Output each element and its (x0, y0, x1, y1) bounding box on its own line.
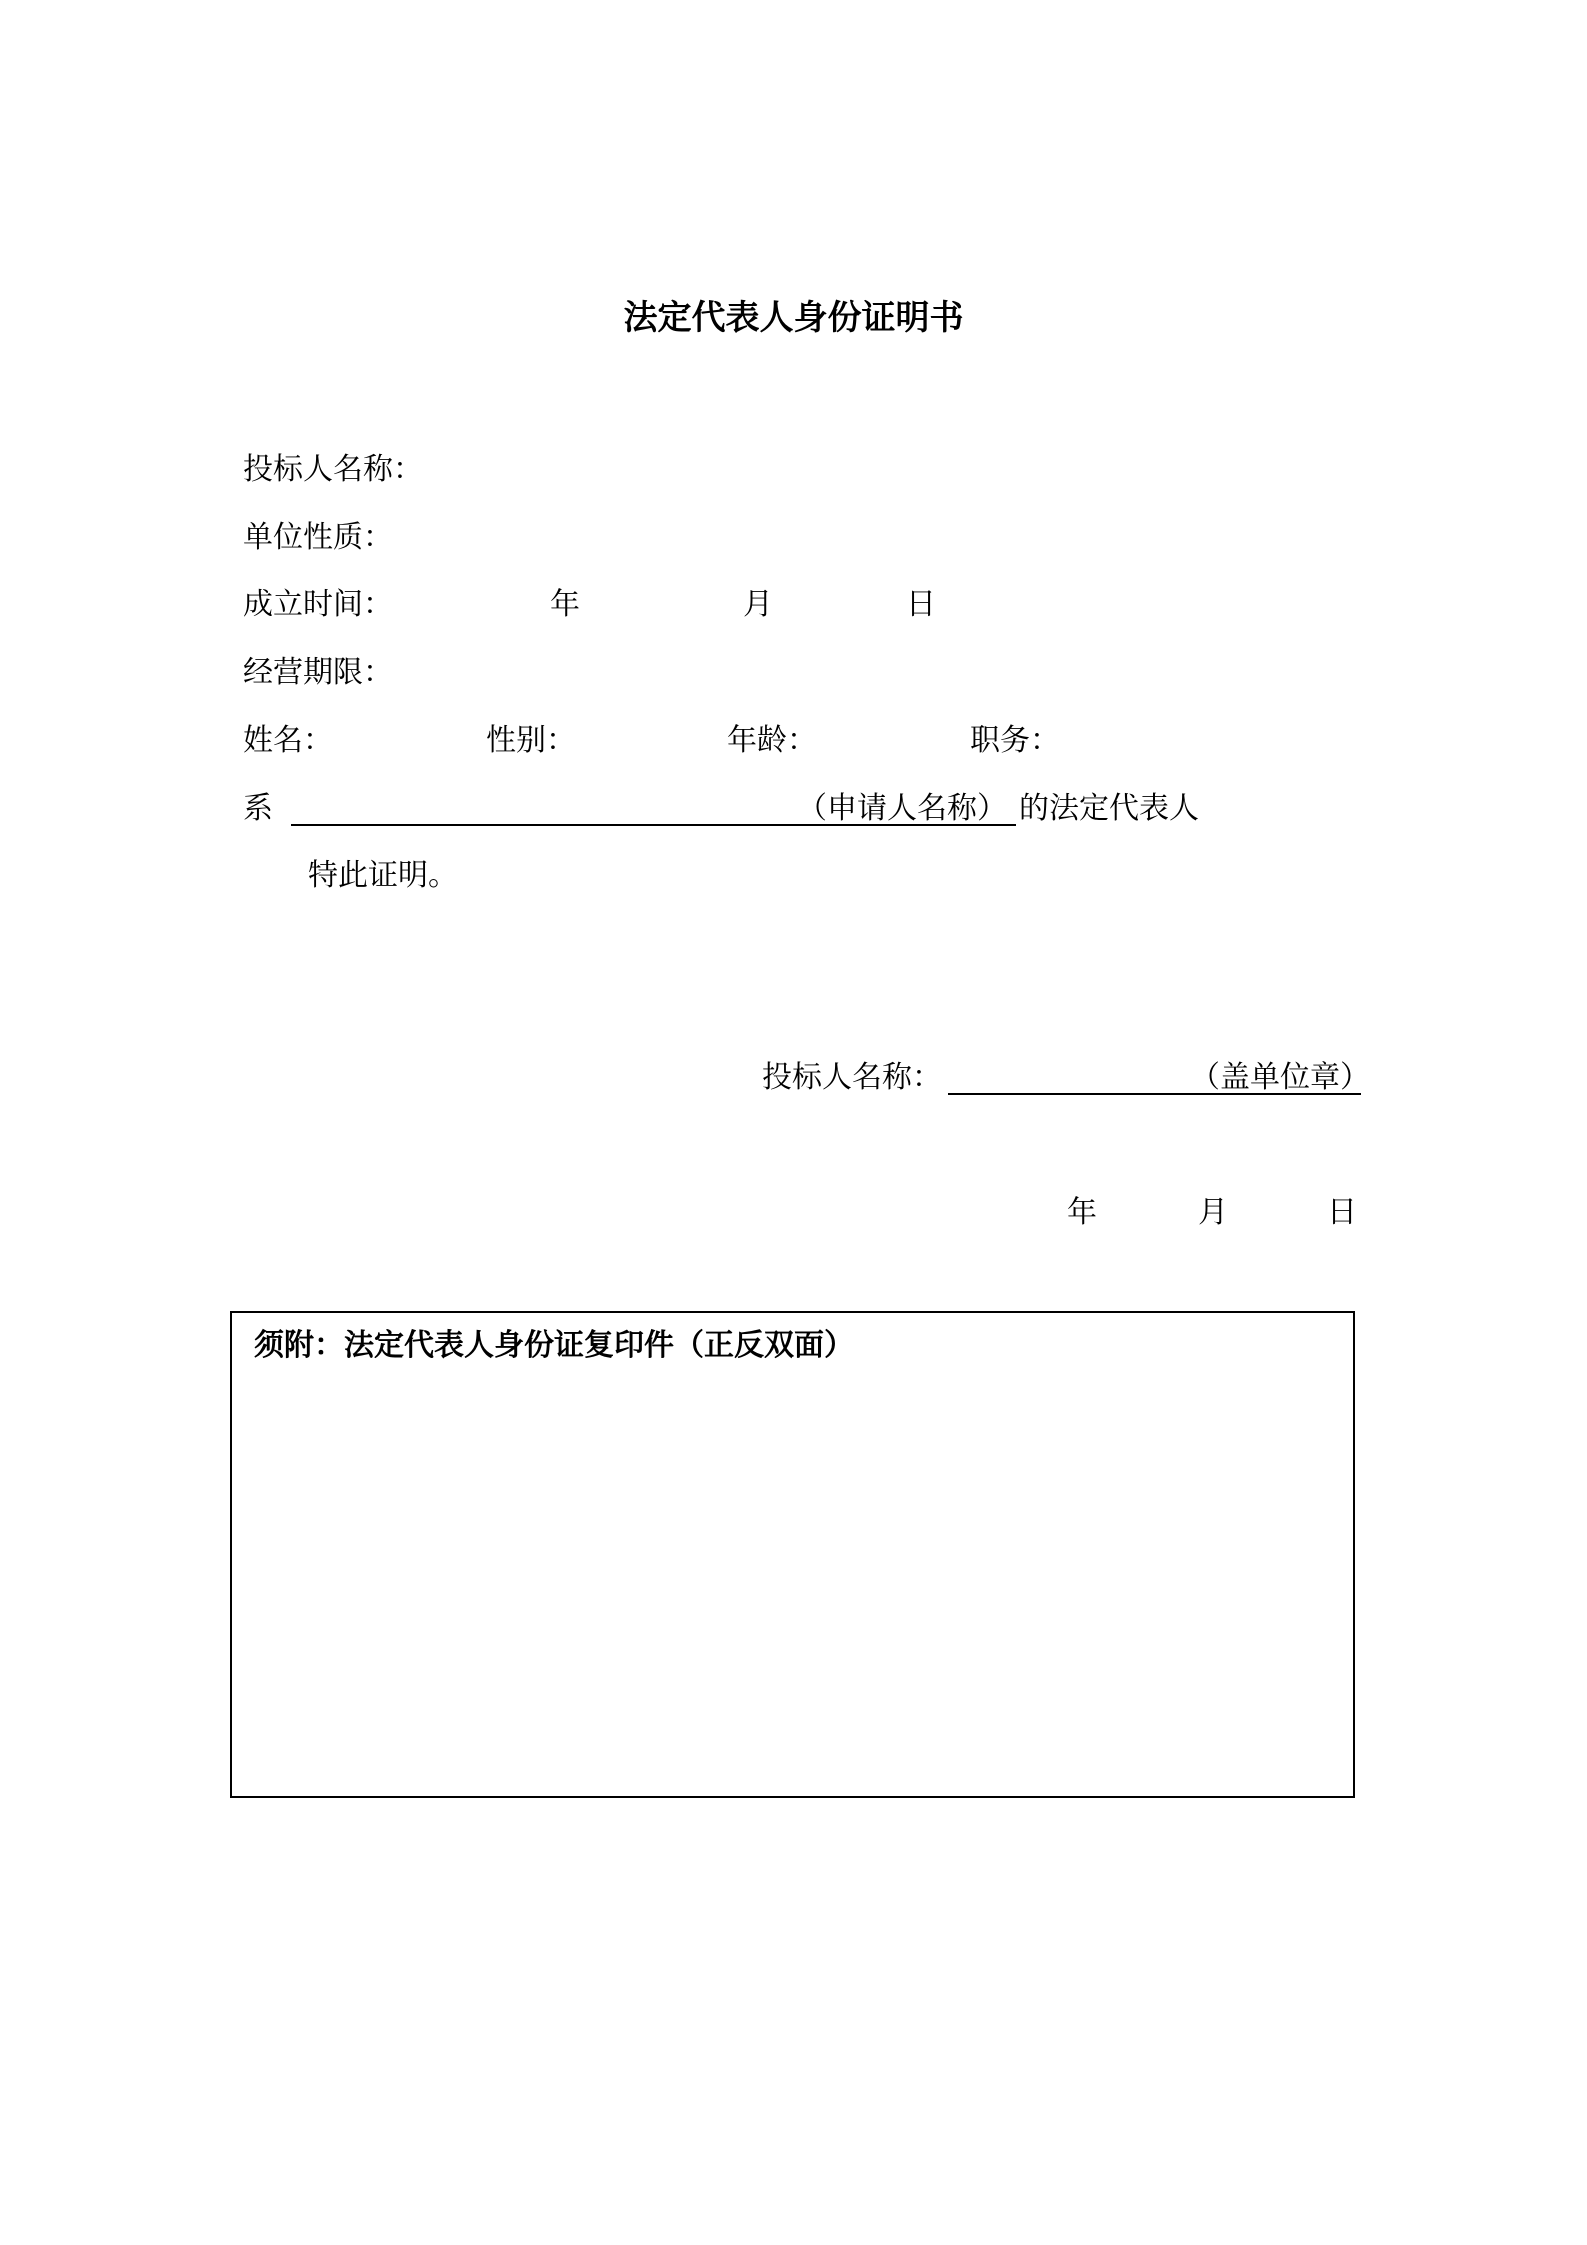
established-day-label: 日 (906, 587, 936, 622)
established-date-label: 成立时间： (243, 587, 393, 622)
signature-bidder-name-label: 投标人名称： (762, 1060, 942, 1095)
seal-hint: （盖单位章） (1190, 1060, 1370, 1095)
applicant-name-hint: （申请人名称） (797, 791, 1007, 826)
signature-month-label: 月 (1198, 1195, 1228, 1230)
signature-day-label: 日 (1327, 1195, 1357, 1230)
attachment-box (230, 1311, 1355, 1798)
age-label: 年龄： (727, 723, 817, 758)
attachment-title: 须附：法定代表人身份证复印件（正反双面） (254, 1328, 854, 1363)
signature-year-label: 年 (1067, 1195, 1097, 1230)
name-label: 姓名： (243, 723, 333, 758)
established-month-label: 月 (743, 587, 773, 622)
gender-label: 性别： (486, 723, 576, 758)
bidder-name-label: 投标人名称： (243, 452, 423, 487)
statement-suffix: 的法定代表人 (1019, 791, 1199, 826)
statement-prefix: 系 (243, 791, 273, 826)
document-title: 法定代表人身份证明书 (623, 298, 964, 338)
unit-nature-label: 单位性质： (243, 520, 393, 555)
business-term-label: 经营期限： (243, 655, 393, 690)
position-label: 职务： (970, 723, 1060, 758)
closing-statement: 特此证明。 (308, 858, 458, 893)
established-year-label: 年 (550, 587, 580, 622)
